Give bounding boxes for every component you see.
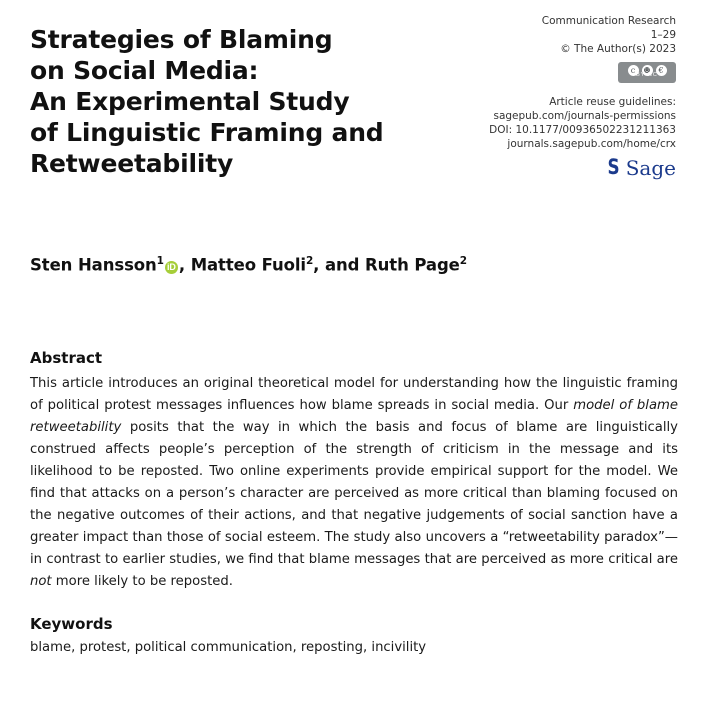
abstract-heading: Abstract (30, 348, 103, 367)
permissions-link[interactable]: sagepub.com/journals-permissions (493, 110, 676, 122)
author-1-name: Sten Hansson (30, 255, 157, 275)
page-title (30, 24, 430, 179)
sage-wordmark: Sage (625, 155, 676, 180)
sage-logo (466, 157, 676, 178)
title-line-3: An Experimental Study (30, 87, 350, 116)
author-2-name: Matteo Fuoli (190, 255, 306, 275)
reuse-label: Article reuse guidelines: (549, 96, 676, 108)
abstract-italic-2: not (30, 573, 52, 589)
title-line-5: Retweetability (30, 149, 234, 178)
author-3-affiliation-marker: 2 (459, 255, 467, 267)
title-line-1: Strategies of Blaming (30, 25, 333, 54)
author-3-name: Ruth Page (365, 255, 460, 275)
page-header (30, 14, 676, 179)
keywords-heading: Keywords (30, 614, 113, 633)
title-line-4: of Linguistic Framing and (30, 118, 384, 147)
creative-commons-icon (618, 62, 676, 83)
orcid-icon[interactable]: iD (165, 261, 178, 274)
author-separator-1: , (178, 255, 191, 275)
author-separator-2: , and (313, 255, 366, 275)
journal-home-link[interactable]: journals.sagepub.com/home/crx (507, 138, 676, 150)
abstract-part-2: posits that the way in which the basis and focus of blame are linguistically construed affects people’s perception of the strength of criticism in the message and its likelihood to be reposted. Two online experiments provide empirical support for the model. We find that attacks on a person’s character are perceived as more critical than blaming focused on the negative outcomes of their actions, and that negative judgements of social sanction have a greater impact than those of social esteem. The study also uncovers a “retweetability paradox”—in contrast to earlier studies, we find that blame messages that are perceived as more critical are (30, 419, 678, 567)
journal-metadata (466, 14, 676, 178)
abstract-italic-1: model of blame retweetability (30, 397, 679, 435)
author-2-affiliation-marker: 2 (305, 255, 314, 267)
doi-line[interactable]: DOI: 10.1177/00936502231211363 (489, 124, 676, 136)
journal-name: Communication Research (541, 15, 676, 27)
abstract-text (30, 373, 678, 593)
title-block (30, 14, 430, 179)
by-circle-icon: ☻ (643, 65, 651, 75)
sage-mark-icon: S (607, 155, 620, 179)
abstract-part-1: This article introduces an original theoretical model for understanding how the linguistic framing of political protest messages influences how blame spreads in social media. Our (30, 375, 678, 413)
keywords-list: blame, protest, political communication, reposting, incivility (30, 639, 427, 655)
author-1-affiliation-marker: 1 (156, 255, 164, 267)
copyright-line: © The Author(s) 2023 (560, 43, 676, 55)
cc-circle-icon: c (628, 65, 639, 76)
page-range: 1–29 (650, 29, 676, 41)
cc-caption: BY NC (636, 72, 658, 78)
author-list (30, 255, 676, 275)
abstract-part-3: more likely to be reposted. (51, 573, 233, 589)
nc-circle-icon: € (656, 65, 667, 76)
title-line-2: on Social Media: (30, 56, 259, 85)
